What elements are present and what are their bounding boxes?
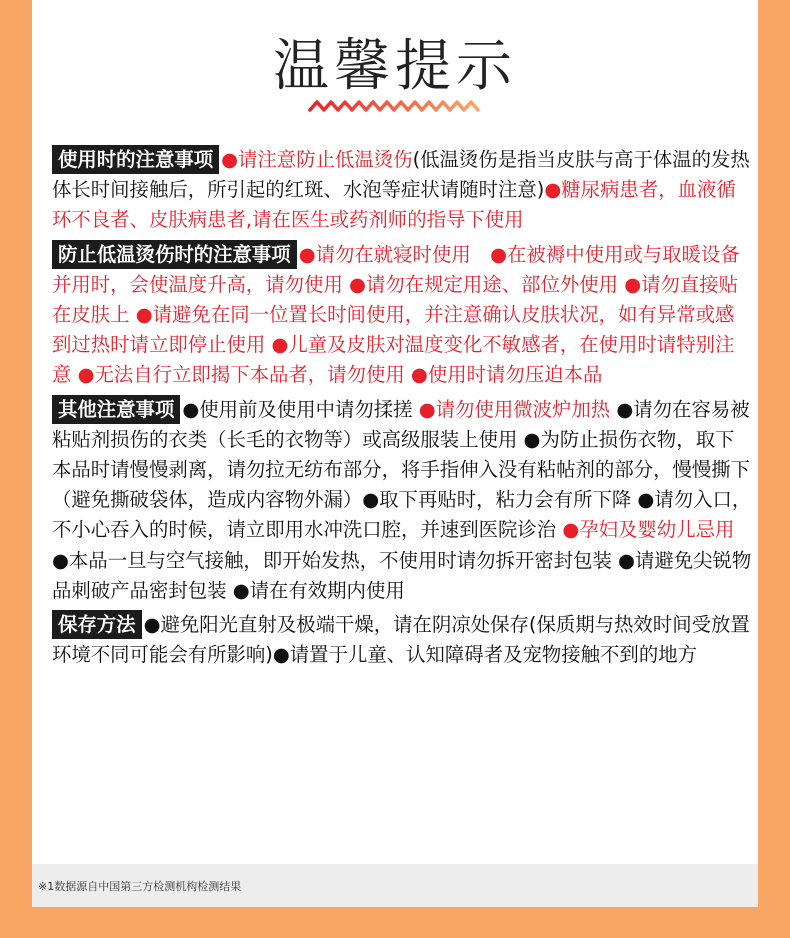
notice-item: ●避免阳光直射及极端干燥，请在阴凉处保存(保质期与热效时间受放置环境不同可能会有所影响): [52, 613, 750, 667]
notice-item: ●请勿在容易被粘贴剂损伤的衣类（长毛的衣物等）或高级服装上使用: [52, 397, 750, 451]
notice-item: ●在被褥中使用或与取暖设备并用时，会使温度升高，请勿使用: [52, 242, 740, 296]
notice-item: ●请在有效期内使用: [232, 578, 405, 602]
section-heading: 其他注意事项: [52, 395, 180, 424]
section-usage: [52, 145, 752, 236]
section-heading: 防止低温烫伤时的注意事项: [52, 240, 297, 269]
notice-item: ●请勿在规定用途、部位外使用: [349, 272, 625, 296]
notice-item: ●请勿直接贴在皮肤上: [52, 272, 739, 327]
notice-item: ●请避免在同一位置长时间使用，并注意确认皮肤状况，如有异常或感到过热时请立即停止使用: [52, 303, 735, 357]
notice-item: ●本品一旦与空气接触，即开始发热，不使用时请勿拆开密封包装: [52, 548, 619, 572]
wave-divider-icon: [308, 98, 483, 116]
footer-bar: [32, 864, 758, 907]
notice-item: ●请勿使用微波炉加热: [418, 397, 617, 421]
section-low-temp-burn: [52, 240, 752, 391]
notice-item: ●儿童及皮肤对温度变化不敏感者，在使用时请特别注意: [52, 333, 735, 387]
notice-item: ●取下再贴时，粘力会有所下降: [362, 488, 638, 512]
section-other: [52, 395, 752, 606]
page-title: 温馨提示: [273, 34, 517, 99]
footnote-text: ※1数据源自中国第三方检测机构检测结果: [38, 880, 242, 893]
notice-item: (低温烫伤是指当皮肤与高于体温的发热体长时间接触后，所引起的红斑、水泡等症状请随时注意): [52, 148, 750, 202]
section-heading: 使用时的注意事项: [52, 145, 219, 174]
notice-item: ●无法自行立即揭下本品者，请勿使用: [77, 363, 411, 387]
notice-sections: [52, 145, 752, 674]
notice-item: ●糖尿病患者，血液循环不良者、皮肤病患者,请在医生或药剂师的指导下使用: [52, 178, 736, 232]
notice-item: ●孕妇及婴幼儿忌用: [562, 518, 735, 542]
content-card: [32, 0, 758, 907]
section-heading: 保存方法: [52, 610, 142, 639]
notice-item: ●请注意防止低温烫伤: [221, 148, 413, 171]
notice-item: ●为防止损伤衣物，取下本品时请慢慢剥离，请勿拉无纺布部分，将手指伸入没有粘帖剂的部分，慢慢撕下（避免撕破袋体，造成内容物外漏）: [52, 427, 751, 512]
notice-item: ●请勿在就寝时使用: [298, 242, 491, 266]
notice-item: ●请避免尖锐物品刺破产品密封包装: [52, 548, 752, 602]
notice-item: ●请勿入口，不小心吞入的时候，请立即用水冲洗口腔，并速到医院诊治: [52, 488, 752, 542]
notice-item: ●使用前及使用中请勿揉搓: [182, 397, 419, 421]
notice-item: ●使用时请勿压迫本品: [410, 363, 603, 387]
section-storage: [52, 610, 752, 670]
notice-item: ●请置于儿童、认知障碍者及宠物接触不到的地方: [272, 643, 697, 667]
